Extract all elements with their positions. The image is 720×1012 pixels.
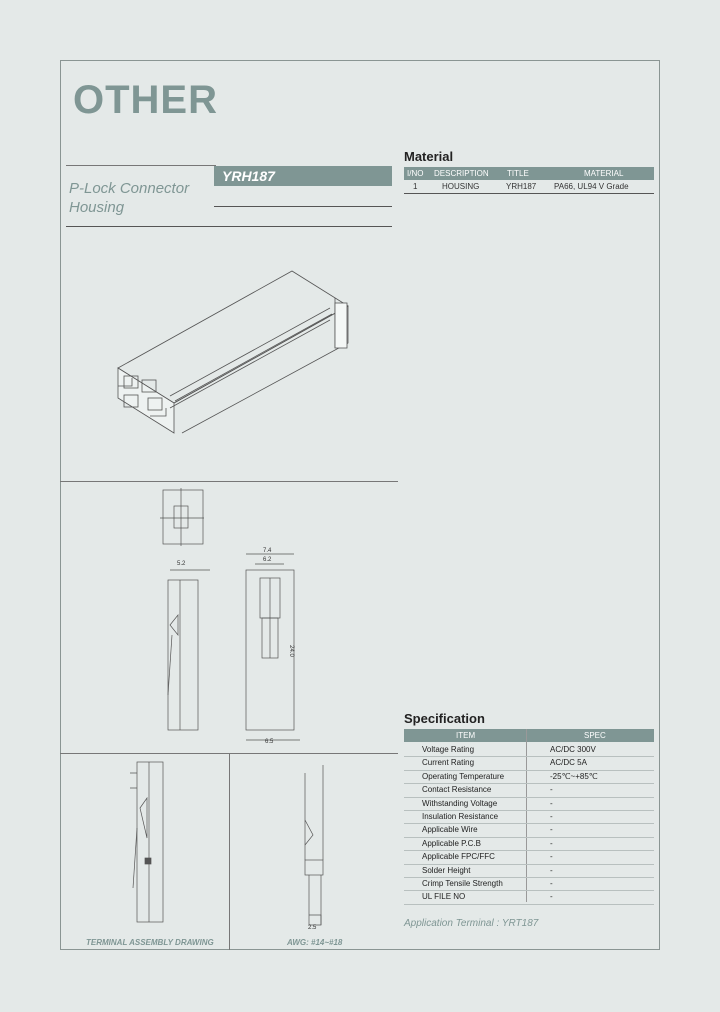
awg-caption: AWG: #14~#18 [287,938,343,947]
spec-row [404,837,654,851]
brand-title: OTHER [73,78,218,122]
assembly-drawing [125,758,170,928]
spec-row [404,864,654,878]
dim-terminal: 2.5 [308,925,317,931]
col-material: MATERIAL [584,169,624,178]
terminal-drawing [295,765,335,935]
spec-item: Applicable P.C.B [422,838,481,848]
section-divider [229,753,230,950]
spec-item: Applicable Wire [422,825,478,835]
material-description: HOUSING [442,182,480,191]
spec-item: Solder Height [422,865,471,875]
col-title: TITLE [507,169,529,178]
spec-row [404,810,654,824]
model-number: YRH187 [214,166,392,186]
spec-item: Applicable FPC/FFC [422,852,495,862]
material-heading: Material [404,149,454,164]
spec-item: UL FILE NO [422,892,466,902]
section-rule-1 [60,481,398,482]
isometric-housing-drawing [110,268,360,438]
spec-row [404,823,654,837]
material-table-header [404,167,654,180]
spec-row [404,797,654,811]
dim-width-b: 7.4 [263,548,272,554]
spec-item: Operating Temperature [422,771,505,781]
spec-row [404,783,654,797]
spec-row [404,770,654,784]
spec-value: - [550,879,553,888]
spec-table-header [404,729,654,742]
col-spec: SPEC [584,731,606,740]
material-rule [404,193,654,194]
spec-row [404,877,654,891]
spec-value: - [550,865,553,875]
front-view-drawing [240,548,310,748]
title-rule-top [66,165,216,166]
title-rule-mid [214,206,392,207]
spec-row [404,743,654,757]
spec-value: - [550,798,553,808]
spec-item: Withstanding Voltage [422,798,498,808]
spec-item: Voltage Rating [422,745,475,754]
material-title: YRH187 [506,182,537,191]
title-rule-bottom [66,226,392,227]
spec-value: - [550,812,553,821]
spec-row [404,756,654,770]
spec-value: -25℃~+85℃ [550,771,598,781]
dim-width-a: 5.2 [177,561,186,567]
specification-heading: Specification [404,711,485,726]
material-material: PA66, UL94 V Grade [554,182,629,191]
assembly-caption: TERMINAL ASSEMBLY DRAWING [86,938,214,947]
side-view-drawing [160,565,215,740]
product-name [69,179,189,217]
spec-item: Insulation Resistance [422,812,499,821]
spec-item: Contact Resistance [422,785,492,795]
product-name-line1: P-Lock Connector [69,180,190,197]
material-no: 1 [413,182,418,191]
material-row [404,181,654,193]
spec-value: - [550,785,553,795]
spec-row [404,890,654,904]
spec-value: - [550,892,553,902]
dim-base: 6.5 [265,739,274,745]
spec-item: Crimp Tensile Strength [422,879,503,888]
spec-value: - [550,852,553,862]
application-terminal: Application Terminal : YRT187 [404,918,539,929]
spec-value: AC/DC 300V [550,745,596,754]
spec-value: - [550,825,553,835]
product-name-line2: Housing [69,199,125,216]
col-no: I/NO [407,169,424,178]
dim-length: 24.0 [287,645,294,657]
spec-item: Current Rating [422,758,475,768]
spec-row [404,850,654,864]
col-item: ITEM [456,731,476,740]
col-description: DESCRIPTION [434,169,489,178]
top-view-drawing [160,488,205,546]
spec-value: - [550,838,553,848]
spec-value: AC/DC 5A [550,758,587,768]
dim-width-c: 6.2 [263,557,272,563]
